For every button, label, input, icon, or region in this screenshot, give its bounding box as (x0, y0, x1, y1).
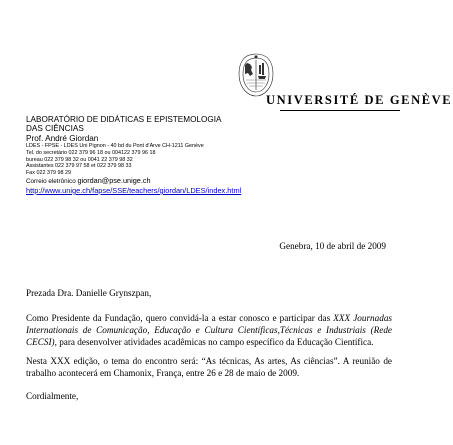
p1-start: Como Presidente da Fundação, quero convidá-la a estar conosco e participar das (26, 313, 334, 323)
lab-professor: Prof. André Giordan (26, 133, 99, 143)
lab-assistants: Assistantes 022 379 97 58 et 022 379 98 33 (26, 163, 132, 170)
lab-address: LDES - FPSE - LDES Uni Pignon - 40 bd du Pont d'Arve CH-1211 Genève (26, 142, 204, 149)
lab-fax: Fax 022 379 98 29 (26, 169, 71, 176)
university-seal-icon (236, 50, 276, 98)
lab-letterhead (26, 115, 286, 195)
lab-email-link[interactable]: giordan@pse.unige.ch (77, 175, 151, 185)
lab-title-line2: DAS CIÊNCIAS (26, 124, 84, 134)
letter-date: Genebra, 10 de abril de 2009 (279, 241, 386, 251)
lab-email-line (26, 177, 286, 186)
lab-website-link[interactable]: http://www.unige.ch/fapse/SSE/teachers/giordan/LDES/index.html (26, 185, 242, 195)
letter-paragraph-1 (26, 312, 392, 348)
letter-closing: Cordialmente, (26, 391, 79, 401)
lab-title-line1: LABORATÓRIO DE DIDÁTICAS E EPISTEMOLOGIA (26, 115, 222, 124)
lab-phone-secretariat: Tel. do secretário 022 379 96 18 ou 004122 379 96 18 (26, 150, 156, 157)
lab-email-label: Correio eletrônico (26, 177, 78, 185)
lab-phone-office: bureau 022 379 98 32 ou 0041 22 379 98 32 (26, 156, 133, 163)
p1-event-name: XXX Journadas Internationais de Comunicação, Educação e Cultura Científicas,Técnicas e Industriais (Rede CECSI) (26, 313, 392, 347)
header-divider (280, 110, 400, 111)
p1-end: , para desenvolver atividades acadêmicas no campo específico da Educação Científica. (54, 337, 374, 347)
letter-paragraph-2: Nesta XXX edição, o tema do encontro será: “As técnicas, As artes, As ciências”. A reunião de trabalho acontecerá em Chamonix, França, entre 26 e 28 de maio de 2009. (26, 356, 392, 378)
university-name: UNIVERSITÉ DE GENÈVE (266, 93, 453, 107)
letter-salutation: Prezada Dra. Danielle Grynszpan, (26, 288, 152, 298)
